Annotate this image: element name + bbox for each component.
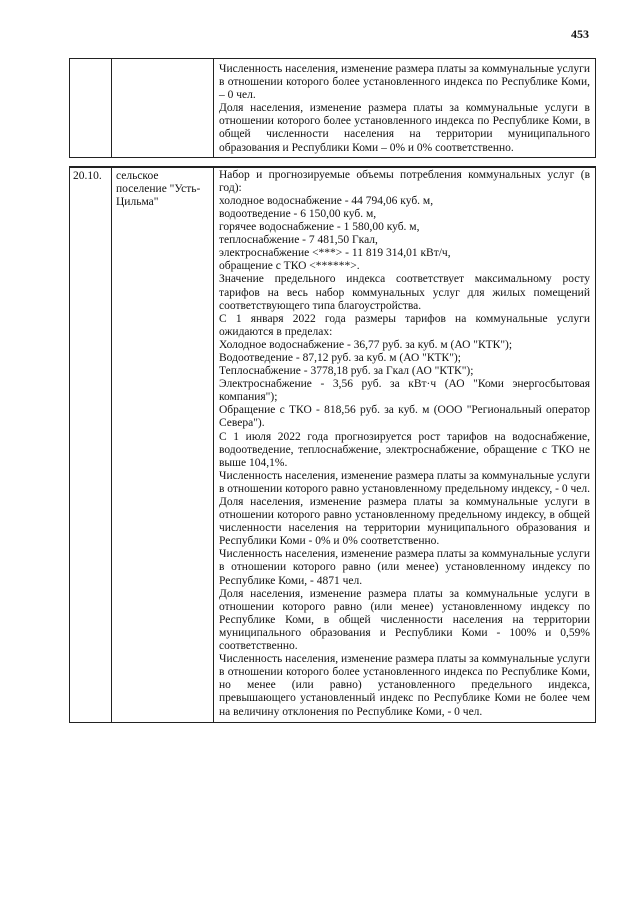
row-number-cell: 20.10. bbox=[70, 168, 112, 722]
paragraph: Численность населения, изменение размера платы за коммунальные услуги в отношении которого равно установленному предельному индексу, - 0 чел. bbox=[219, 469, 590, 495]
paragraph: Доля населения, изменение размера платы за коммунальные услуги в отношении которого равно (или менее) установленному индексу по Республике Коми, в общей численности населения на территории муниципального образования и Республики Коми - 100% и 0,59% соответственно. bbox=[219, 587, 590, 653]
data-table bbox=[69, 58, 596, 723]
settlement-cell: сельское поселение "Усть-Цильма" bbox=[112, 168, 214, 722]
description-cell bbox=[214, 168, 595, 722]
row-number-cell bbox=[70, 59, 112, 157]
paragraph: Численность населения, изменение размера платы за коммунальные услуги в отношении которого более установленного индекса по Республике Коми, – 0 чел. bbox=[219, 63, 590, 102]
paragraph: Набор и прогнозируемые объемы потребления коммунальных услуг (в год): bbox=[219, 168, 590, 194]
paragraph: Доля населения, изменение размера платы за коммунальные услуги в отношении которого равно установленному предельному индексу, в общей численности населения на территории муниципального образования и Республики Коми - 0% и 0% соответственно. bbox=[219, 496, 590, 548]
table-row bbox=[69, 166, 596, 723]
page-number: 453 bbox=[571, 27, 589, 41]
paragraph: теплоснабжение - 7 481,50 Гкал, bbox=[219, 234, 378, 247]
paragraph: С 1 января 2022 года размеры тарифов на коммунальные услуги ожидаются в пределах: bbox=[219, 312, 590, 338]
paragraph: холодное водоснабжение - 44 794,06 куб. м, bbox=[219, 194, 434, 207]
paragraph: Теплоснабжение - 3778,18 руб. за Гкал (АО "КТК"); bbox=[219, 365, 474, 378]
paragraph: Доля населения, изменение размера платы за коммунальные услуги в отношении которого более установленного индекса по Республике Коми, в общей численности населения на территории муниципального образования и Республики Коми – 0% и 0% соответственно. bbox=[219, 102, 590, 154]
paragraph: водоотведение - 6 150,00 куб. м, bbox=[219, 207, 377, 220]
description-cell bbox=[214, 59, 595, 157]
paragraph: Обращение с ТКО - 818,56 руб. за куб. м (ООО "Региональный оператор Севера"). bbox=[219, 404, 590, 430]
paragraph: Численность населения, изменение размера платы за коммунальные услуги в отношении которого равно (или менее) установленному индексу по Республике Коми, - 4871 чел. bbox=[219, 548, 590, 587]
paragraph: обращение с ТКО <******>. bbox=[219, 260, 360, 273]
paragraph: электроснабжение <***> - 11 819 314,01 кВт/ч, bbox=[219, 247, 451, 260]
paragraph: горячее водоснабжение - 1 580,00 куб. м, bbox=[219, 221, 420, 234]
paragraph: Холодное водоснабжение - 36,77 руб. за куб. м (АО "КТК"); bbox=[219, 338, 513, 351]
paragraph: С 1 июля 2022 года прогнозируется рост тарифов на водоснабжение, водоотведение, теплоснабжение, электроснабжение, обращение с ТКО не выше 104,1%. bbox=[219, 430, 590, 469]
paragraph: Значение предельного индекса соответствует максимальному росту тарифов на весь набор коммунальных услуг для жилых помещений соответствующего типа благоустройства. bbox=[219, 273, 590, 312]
paragraph: Электроснабжение - 3,56 руб. за кВт·ч (АО "Коми энергосбытовая компания"); bbox=[219, 378, 590, 404]
paragraph: Численность населения, изменение размера платы за коммунальные услуги в отношении которого более установленного индекса по Республике Коми, но менее (или равно) установленного предельного индекса, превышающего установленный индекс по Республике Коми не более чем на величину отклонения по Республике Коми, - 0 чел. bbox=[219, 653, 590, 718]
table-row bbox=[69, 58, 596, 158]
settlement-cell bbox=[112, 59, 214, 157]
paragraph: Водоотведение - 87,12 руб. за куб. м (АО "КТК"); bbox=[219, 351, 461, 364]
